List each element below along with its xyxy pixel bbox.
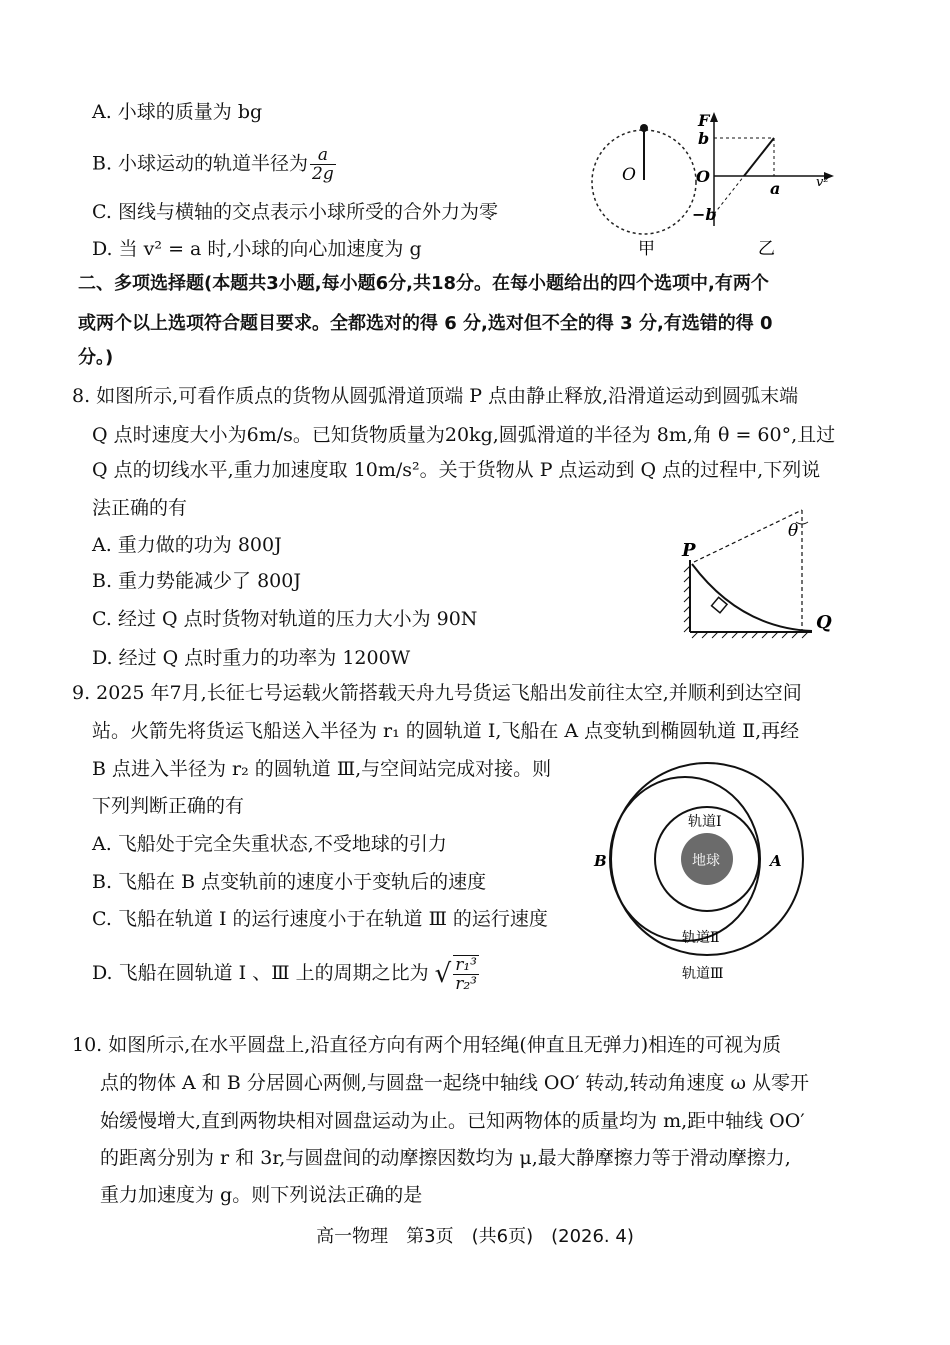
page-footer: 高一物理 第3页 (共6页) (2026. 4) [316,1226,634,1247]
q8-line2: Q 点时速度大小为6m/s。已知货物质量为20kg,圆弧滑道的半径为 8m,角 θ = 60°,且过 [92,424,836,446]
q10-line5: 重力加速度为 g。则下列说法正确的是 [100,1184,423,1206]
q9-option-b: B. 飞船在 B 点变轨前的速度小于变轨后的速度 [92,871,487,893]
q7-b-denominator: 2g [312,164,334,184]
jia-label-o: O [622,165,636,185]
orbit2-label: 轨道Ⅱ [682,930,720,946]
q9-line2: 站。火箭先将货运飞船送入半径为 r₁ 的圆轨道 Ⅰ,飞船在 A 点变轨到椭圆轨道 Ⅱ,再经 [92,720,800,742]
q9-option-a: A. 飞船处于完全失重状态,不受地球的引力 [92,833,447,855]
q9-line1: 9. 2025 年7月,长征七号运载火箭搭载天舟九号货运飞船出发前往太空,并顺利到达空间 [72,682,802,704]
q8-line1: 8. 如图所示,可看作质点的货物从圆弧滑道顶端 P 点由静止释放,沿滑道运动到圆弧末端 [72,385,799,407]
sqrt-icon: √ [434,959,452,989]
q8-arc-track [692,564,812,631]
yi-caption: 乙 [758,239,775,258]
yi-label-a: a [770,179,781,198]
q8-dash-radius-p [694,510,802,562]
q8-label-q: Q [816,612,832,633]
q9-option-d-text: D. 飞船在圆轨道 Ⅰ 、Ⅲ 上的周期之比为 [92,962,429,984]
point-b-label: B [594,852,607,870]
q9-d-numerator: r₁³ [455,955,477,975]
q7-figure-yi [688,108,848,258]
section2-line3: 分。) [78,347,114,368]
q8-line3: Q 点的切线水平,重力加速度取 10m/s²。关于货物从 P 点运动到 Q 点的过程中,下列说 [92,459,821,481]
q10-line4: 的距离分别为 r 和 3r,与圆盘间的动摩擦因数均为 μ,最大静摩擦力等于滑动摩擦力, [100,1147,791,1169]
q9-option-c: C. 飞船在轨道 Ⅰ 的运行速度小于在轨道 Ⅲ 的运行速度 [92,908,548,930]
q9-d-denominator: r₂³ [455,974,477,994]
earth-label: 地球 [692,853,720,869]
q9-option-d [92,955,481,993]
jia-ball [640,124,648,132]
q10-line1: 10. 如图所示,在水平圆盘上,沿直径方向有两个用轻绳(伸直且无弹力)相连的可视为质 [72,1034,782,1056]
q7-b-numerator: a [310,146,336,165]
yi-label-v2: v² [816,175,829,190]
q8-label-theta: θ [788,521,799,541]
q8-cargo-box [712,597,727,612]
q7-option-b-fraction [310,146,336,183]
q8-option-c: C. 经过 Q 点时货物对轨道的压力大小为 90N [92,608,478,630]
point-a-label: A [770,852,782,870]
q7-option-a: A. 小球的质量为 bg [92,101,263,123]
yi-f-arrow [710,112,718,122]
section2-line2: 或两个以上选项符合题目要求。全都选对的得 6 分,选对但不全的得 3 分,有选错的得 0 [78,313,773,334]
q8-option-a: A. 重力做的功为 800J [92,534,282,556]
q7-option-c: C. 图线与横轴的交点表示小球所受的合外力为零 [92,201,498,223]
q9-line3: B 点进入半径为 r₂ 的圆轨道 Ⅲ,与空间站完成对接。则 [92,758,552,780]
q9-figure-orbits [590,752,820,992]
q9-line4: 下列判断正确的有 [92,795,245,817]
q8-line4: 法正确的有 [92,497,188,519]
orbit3-label: 轨道Ⅲ [682,966,724,982]
section2-line1: 二、多项选择题(本题共3小题,每小题6分,共18分。在每小题给出的四个选项中,有两个 [78,273,769,294]
q9-option-d-fraction [453,955,479,993]
yi-label-f: F [698,111,710,130]
q10-line2: 点的物体 A 和 B 分居圆心两侧,与圆盘一起绕中轴线 OO′ 转动,转动角速度 ω 从零开 [100,1072,810,1094]
q7-option-d: D. 当 v² = a 时,小球的向心加速度为 g [92,238,422,260]
orbit1-label: 轨道Ⅰ [688,814,722,830]
yi-graph-line [744,138,774,176]
q7-option-b [92,146,338,183]
yi-label-o: O [696,167,710,186]
q7-option-b-text: B. 小球运动的轨道半径为 [92,152,309,175]
q8-option-d: D. 经过 Q 点时重力的功率为 1200W [92,647,411,669]
q10-line3: 始缓慢增大,直到两物块相对圆盘运动为止。已知两物体的质量均为 m,距中轴线 OO′ [100,1110,805,1132]
q8-figure-slide [670,500,845,645]
yi-label-neg-b: −b [692,205,717,224]
q8-option-b: B. 重力势能减少了 800J [92,570,301,592]
yi-label-b: b [698,129,710,148]
jia-caption: 甲 [638,239,655,258]
q8-label-p: P [682,540,696,561]
